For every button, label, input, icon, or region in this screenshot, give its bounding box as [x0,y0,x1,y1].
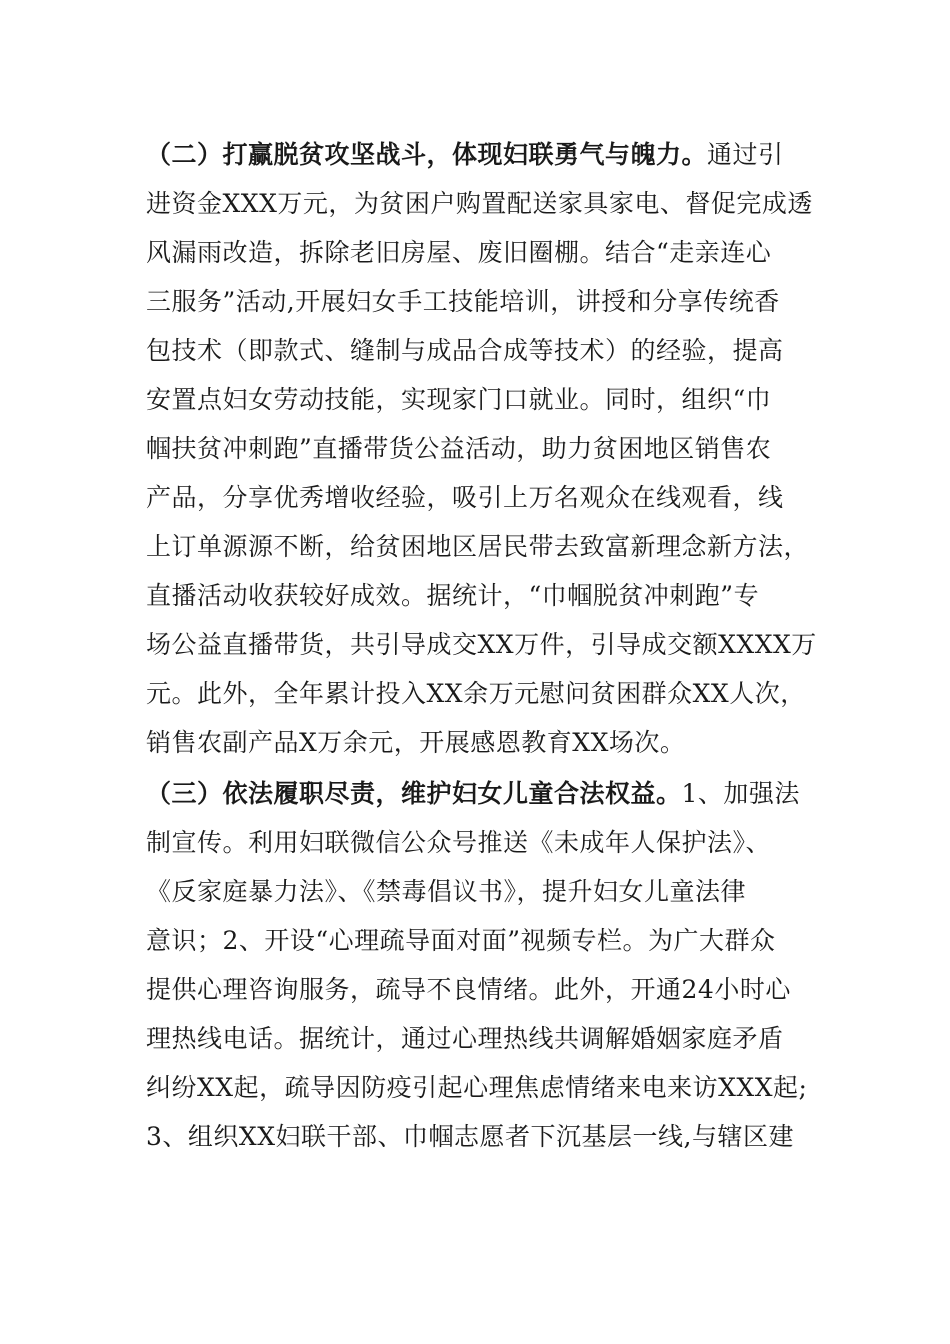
section2-line: 直播活动收获较好成效。据统计，“巾帼脱贫冲刺跑”专 [146,581,760,610]
section2-line: 三服务”活动,开展妇女手工技能培训，讲授和分享传统香 [146,287,780,316]
section3-first-line [146,769,800,819]
section2-line: 包技术（即款式、缝制与成品合成等技术）的经验，提高 [146,336,784,365]
section3-line: 意识；2、开设“心理疏导面对面”视频专栏。为广大群众 [146,926,776,955]
section3-line: 制宣传。利用妇联微信公众号推送《未成年人保护法》、 [146,828,772,857]
section3-line: 提供心理咨询服务，疏导不良情绪。此外，开通24小时心 [146,975,791,1004]
section2-line: 通过引 [707,140,784,169]
section3-heading: （三）依法履职尽责，维护妇女儿童合法权益。 [146,779,682,808]
section3-line: 理热线电话。据统计，通过心理热线共调解婚姻家庭矛盾 [146,1024,784,1053]
section2-line: 上订单源源不断，给贫困地区居民带去致富新理念新方法， [146,532,810,561]
section2-line: 产品，分享优秀增收经验，吸引上万名观众在线观看，线 [146,483,784,512]
section3-line: 1、加强法 [681,779,800,808]
section3-line: 《反家庭暴力法》、《禁毒倡议书》，提升妇女儿童法律 [146,877,747,906]
section2-line: 安置点妇女劳动技能，实现家门口就业。同时，组织“巾 [146,385,772,414]
section2-line: 销售农副产品X万余元，开展感恩教育XX场次。 [146,728,686,757]
section3-line: 纠纷XX起，疏导因防疫引起心理焦虑情绪来电来访XXX起; [146,1073,808,1102]
section2-line: 元。此外，全年累计投入XX余万元慰问贫困群众XX人次， [146,679,806,708]
section2-line: 进资金XXX万元，为贫困户购置配送家具家电、督促完成透 [146,189,813,218]
section3-line: 3、组织XX妇联干部、巾帼志愿者下沉基层一线,与辖区建 [146,1122,794,1151]
section2-first-line [146,130,784,180]
section2-line: 风漏雨改造，拆除老旧房屋、废旧圈棚。结合“走亲连心 [146,238,772,267]
section2-line: 帼扶贫冲刺跑”直播带货公益活动，助力贫困地区销售农 [146,434,772,463]
section2-heading: （二）打赢脱贫攻坚战斗，体现妇联勇气与魄力。 [146,140,708,169]
section2-line: 场公益直播带货，共引导成交XX万件，引导成交额XXXX万 [146,630,817,659]
